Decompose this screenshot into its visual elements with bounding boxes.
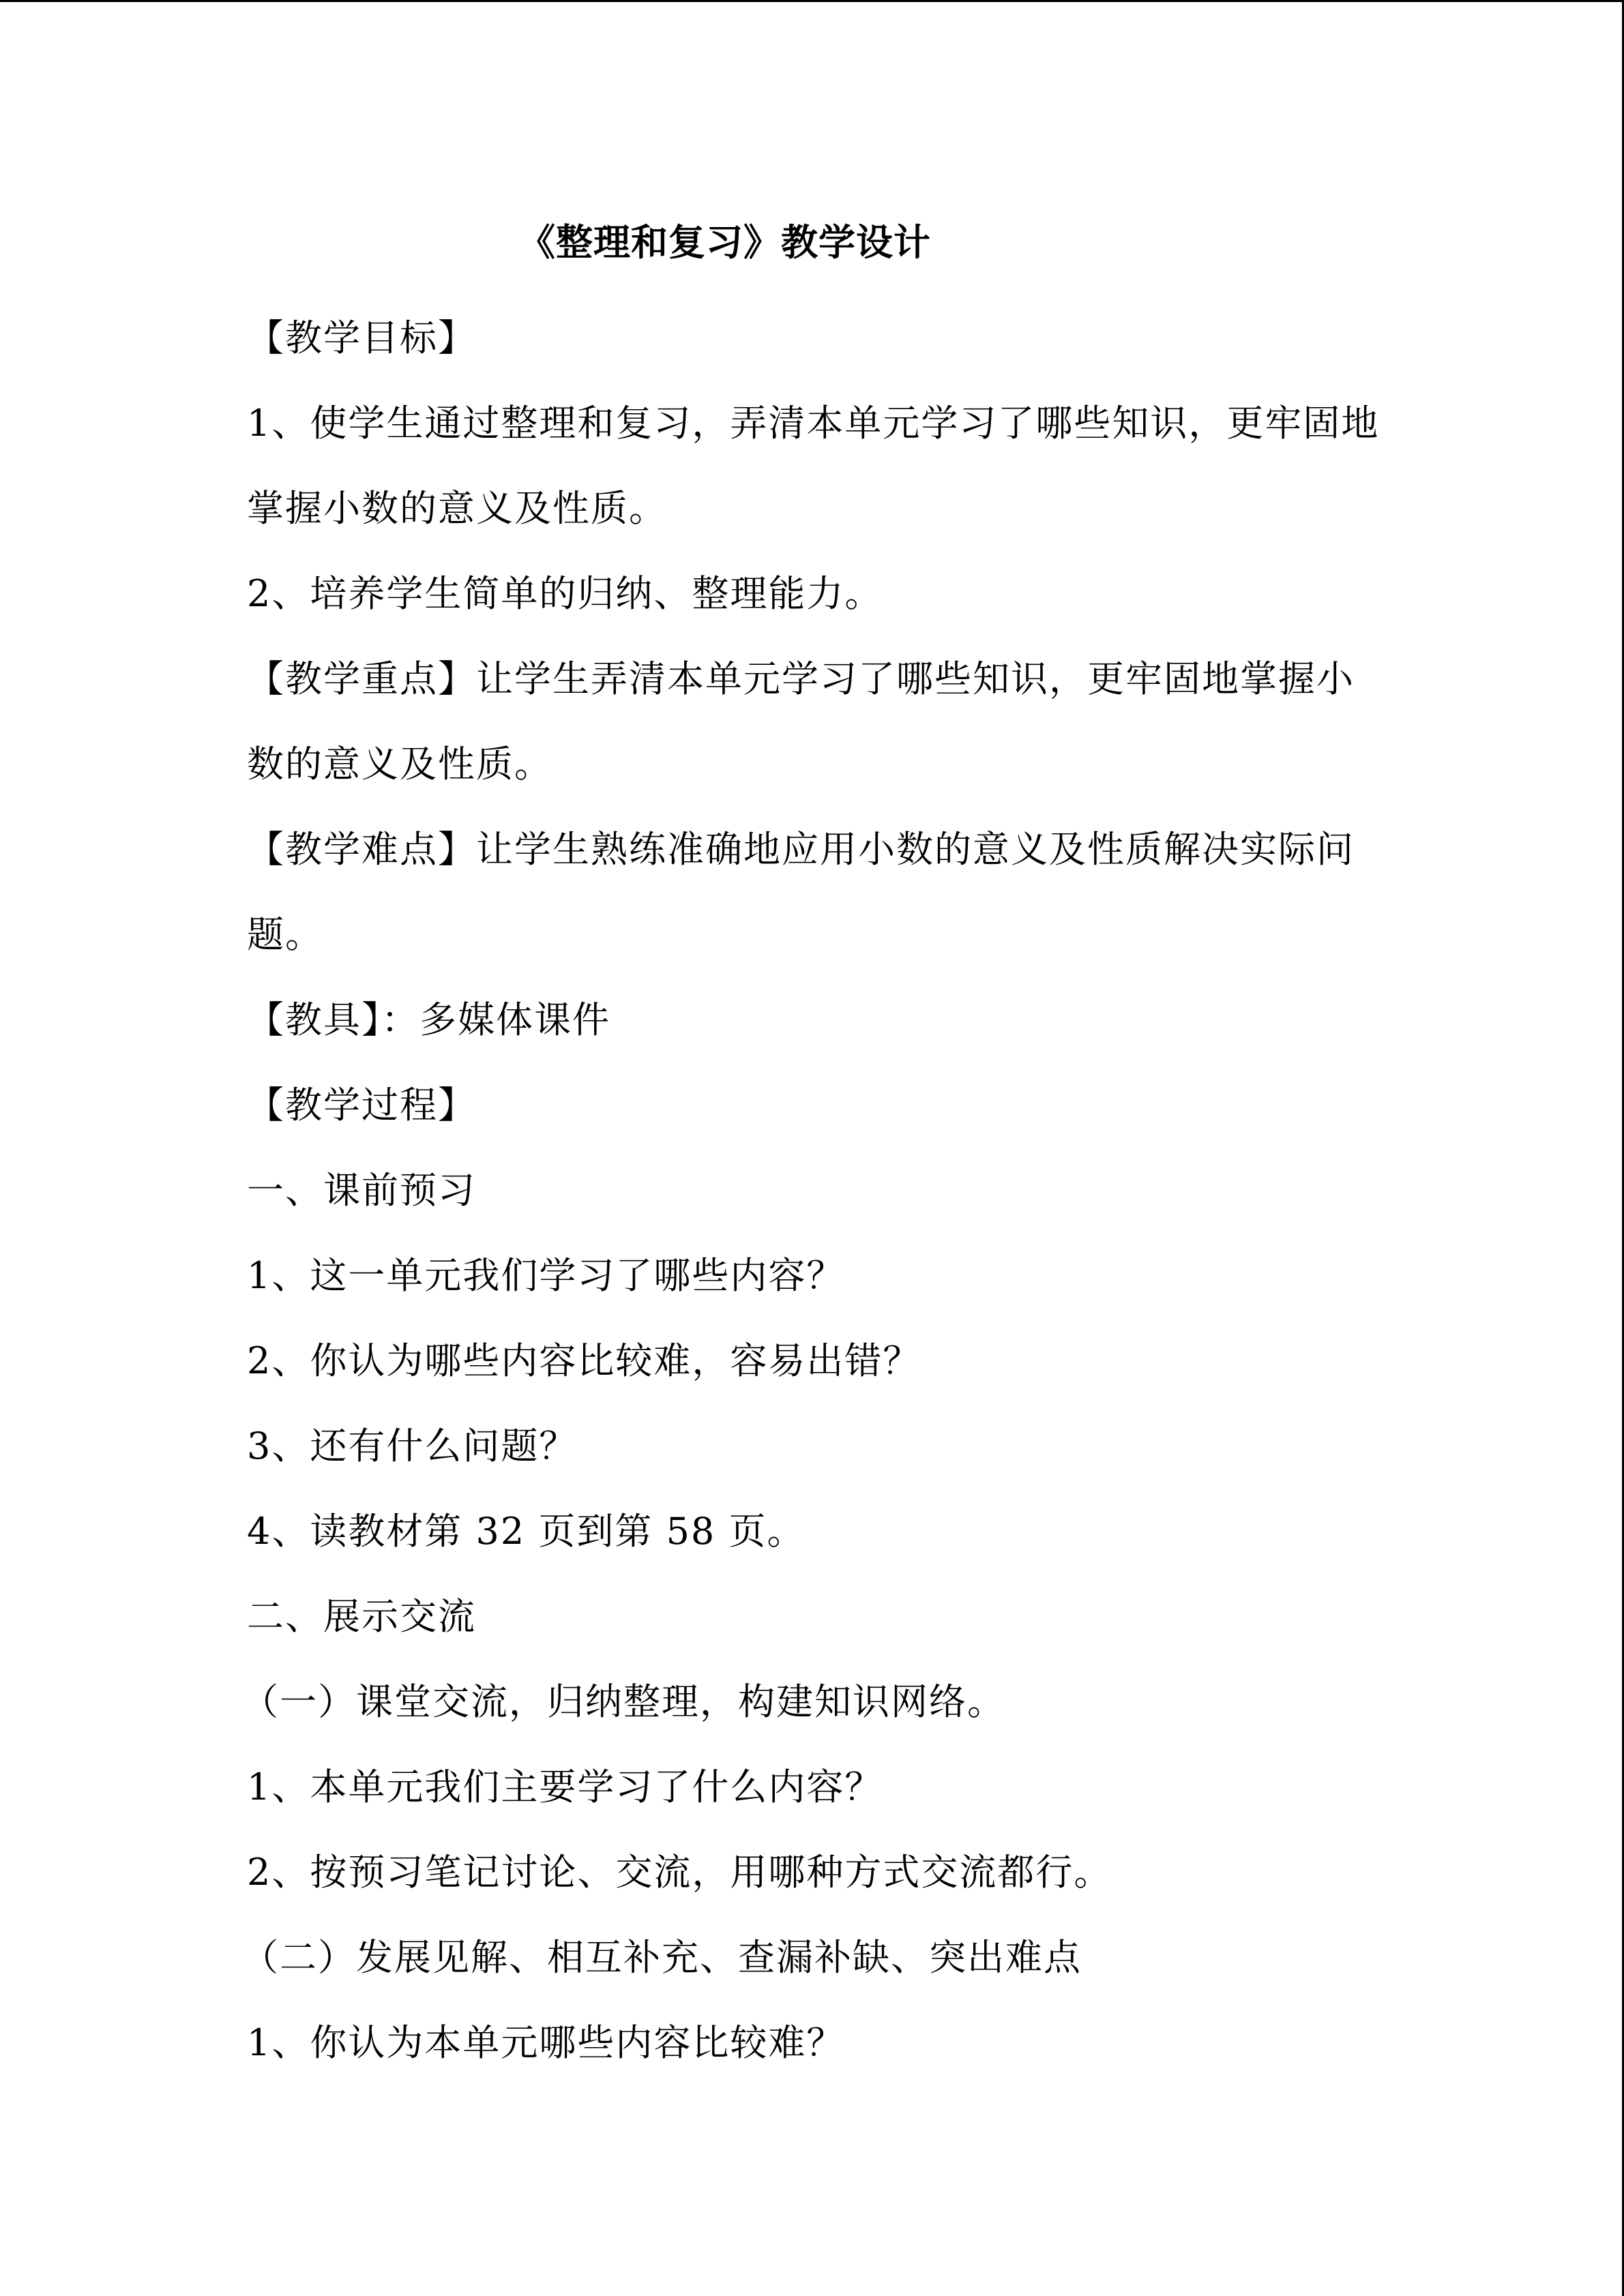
discussion-question-1: 1、本单元我们主要学习了什么内容？: [247, 1765, 883, 1808]
preview-question-2: 2、你认为哪些内容比较难，容易出错？: [247, 1339, 921, 1382]
difficulty-question-1: 1、你认为本单元哪些内容比较难？: [247, 2021, 845, 2064]
document-body: [241, 295, 1380, 2085]
preview-question-3: 3、还有什么问题？: [247, 1425, 578, 1467]
part-2-heading: 二、展示交流: [247, 1595, 476, 1638]
key-point-line-2: 数的意义及性质。: [247, 743, 552, 786]
objective-1-line-1: 1、使学生通过整理和复习，弄清本单元学习了哪些知识，更牢固地: [247, 402, 1380, 445]
objective-2: 2、培养学生简单的归纳、整理能力。: [247, 572, 883, 615]
discussion-question-2: 2、按预习笔记讨论、交流，用哪种方式交流都行。: [247, 1851, 1112, 1894]
key-point-line-1: 【教学重点】让学生弄清本单元学习了哪些知识，更牢固地掌握小: [247, 657, 1355, 700]
difficulty-line-2: 题。: [247, 913, 323, 956]
part-1-heading: 一、课前预习: [247, 1169, 476, 1212]
document-title: 《整理和复习》教学设计: [518, 220, 931, 264]
preview-question-1: 1、这一单元我们学习了哪些内容？: [247, 1254, 845, 1297]
subsection-1-heading: （一）课堂交流，归纳整理，构建知识网络。: [241, 1680, 1005, 1723]
objective-1-line-2: 掌握小数的意义及性质。: [247, 487, 667, 530]
section-heading-process: 【教学过程】: [247, 1084, 476, 1127]
section-heading-objectives: 【教学目标】: [247, 316, 476, 359]
difficulty-line-1: 【教学难点】让学生熟练准确地应用小数的意义及性质解决实际问: [247, 828, 1355, 871]
subsection-2-heading: （二）发展见解、相互补充、查漏补缺、突出难点: [241, 1936, 1082, 1979]
preview-question-4: 4、读教材第 32 页到第 58 页。: [247, 1510, 806, 1553]
teaching-aids: 【教具】：多媒体课件: [247, 998, 610, 1041]
